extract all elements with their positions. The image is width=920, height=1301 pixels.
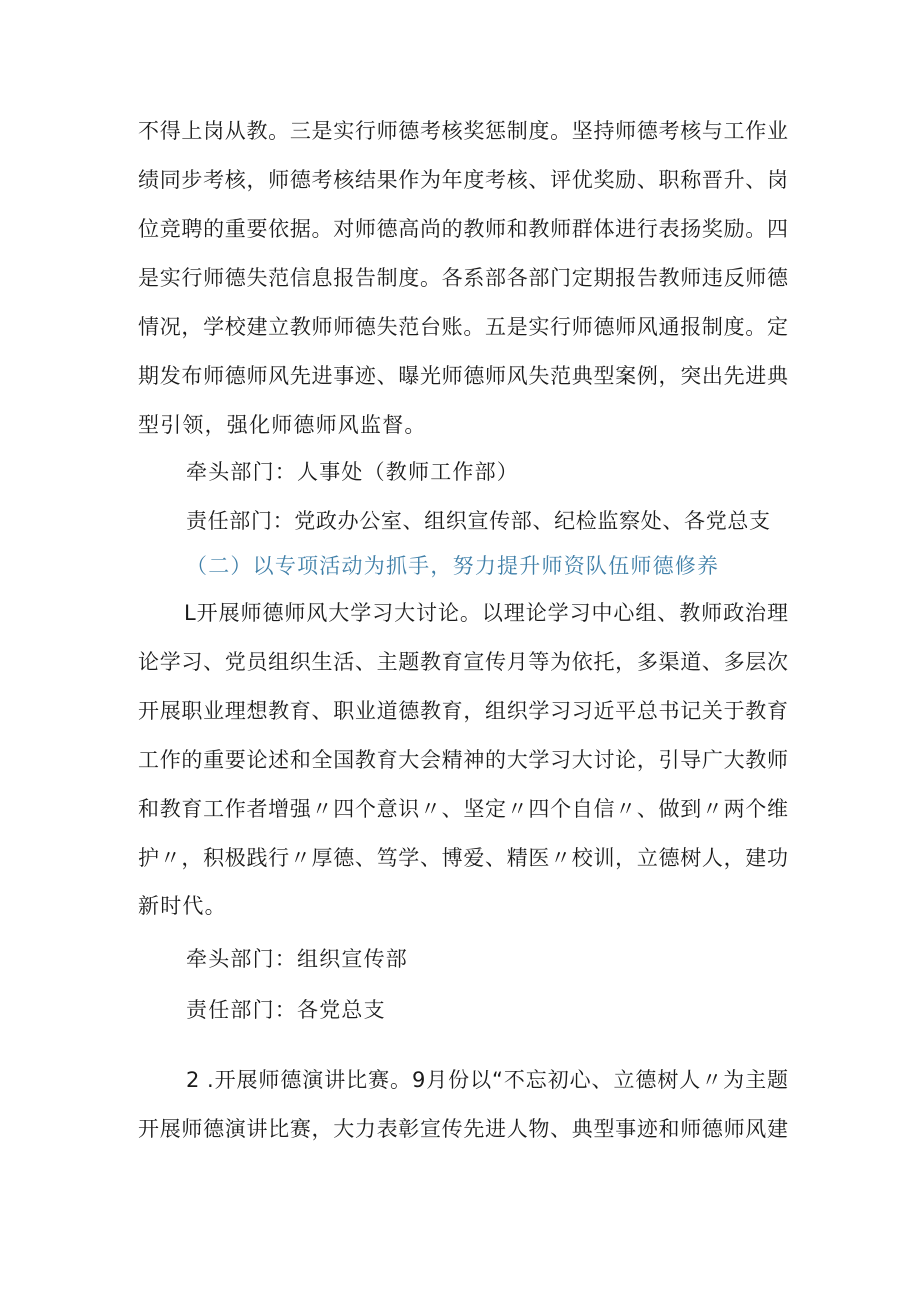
body-text-line: 位竞聘的重要依据。对师德高尚的教师和教师群体进行表扬奖励。四: [138, 217, 788, 241]
body-text-line: 2 .开展师德演讲比赛。9月份以“不忘初心、立德树人〃为主题: [186, 1068, 788, 1092]
responsible-departments: 责任部门：各党总支: [186, 998, 386, 1022]
body-text-line: 不得上岗从教。三是实行师德考核奖惩制度。坚持师德考核与工作业: [138, 119, 788, 143]
body-text-line: 情况，学校建立教师师德失范台账。五是实行师德师风通报制度。定: [138, 315, 788, 339]
body-text-line: 开展职业理想教育、职业道德教育，组织学习习近平总书记关于教育: [138, 699, 788, 723]
body-text-line: L开展师德师风大学习大讨论。以理论学习中心组、教师政治理: [184, 601, 788, 625]
body-text-line: 期发布师德师风先进事迹、曝光师德师风失范典型案例，突出先进典: [138, 364, 788, 388]
body-text-line: 护〃，积极践行〃厚德、笃学、博爱、精医〃校训，立德树人，建功: [138, 846, 788, 870]
body-text-line: 是实行师德失范信息报告制度。各系部各部门定期报告教师违反师德: [138, 266, 788, 290]
body-text-line: 型引领，强化师德师风监督。: [138, 413, 427, 437]
body-text-line: 论学习、党员组织生活、主题教育宣传月等为依托，多渠道、多层次: [138, 650, 788, 674]
body-text-line: 开展师德演讲比赛，大力表彰宣传先进人物、典型事迹和师德师风建: [138, 1117, 788, 1141]
lead-department: 牵头部门：人事处（教师工作部）: [186, 460, 519, 484]
responsible-departments: 责任部门：党政办公室、组织宣传部、纪检监察处、各党总支: [186, 509, 770, 533]
body-text-line: 新时代。: [138, 894, 227, 918]
section-heading: （二）以专项活动为抓手，努力提升师资队伍师德修养: [186, 554, 718, 578]
body-text-line: 绩同步考核，师德考核结果作为年度考核、评优奖励、职称晋升、岗: [138, 168, 788, 192]
lead-department: 牵头部门：组织宣传部: [186, 947, 408, 971]
body-text-line: 工作的重要论述和全国教育大会精神的大学习大讨论，引导广大教师: [138, 748, 788, 772]
body-text-line: 和教育工作者增强〃四个意识〃、坚定〃四个自信〃、做到〃两个维: [138, 797, 788, 821]
